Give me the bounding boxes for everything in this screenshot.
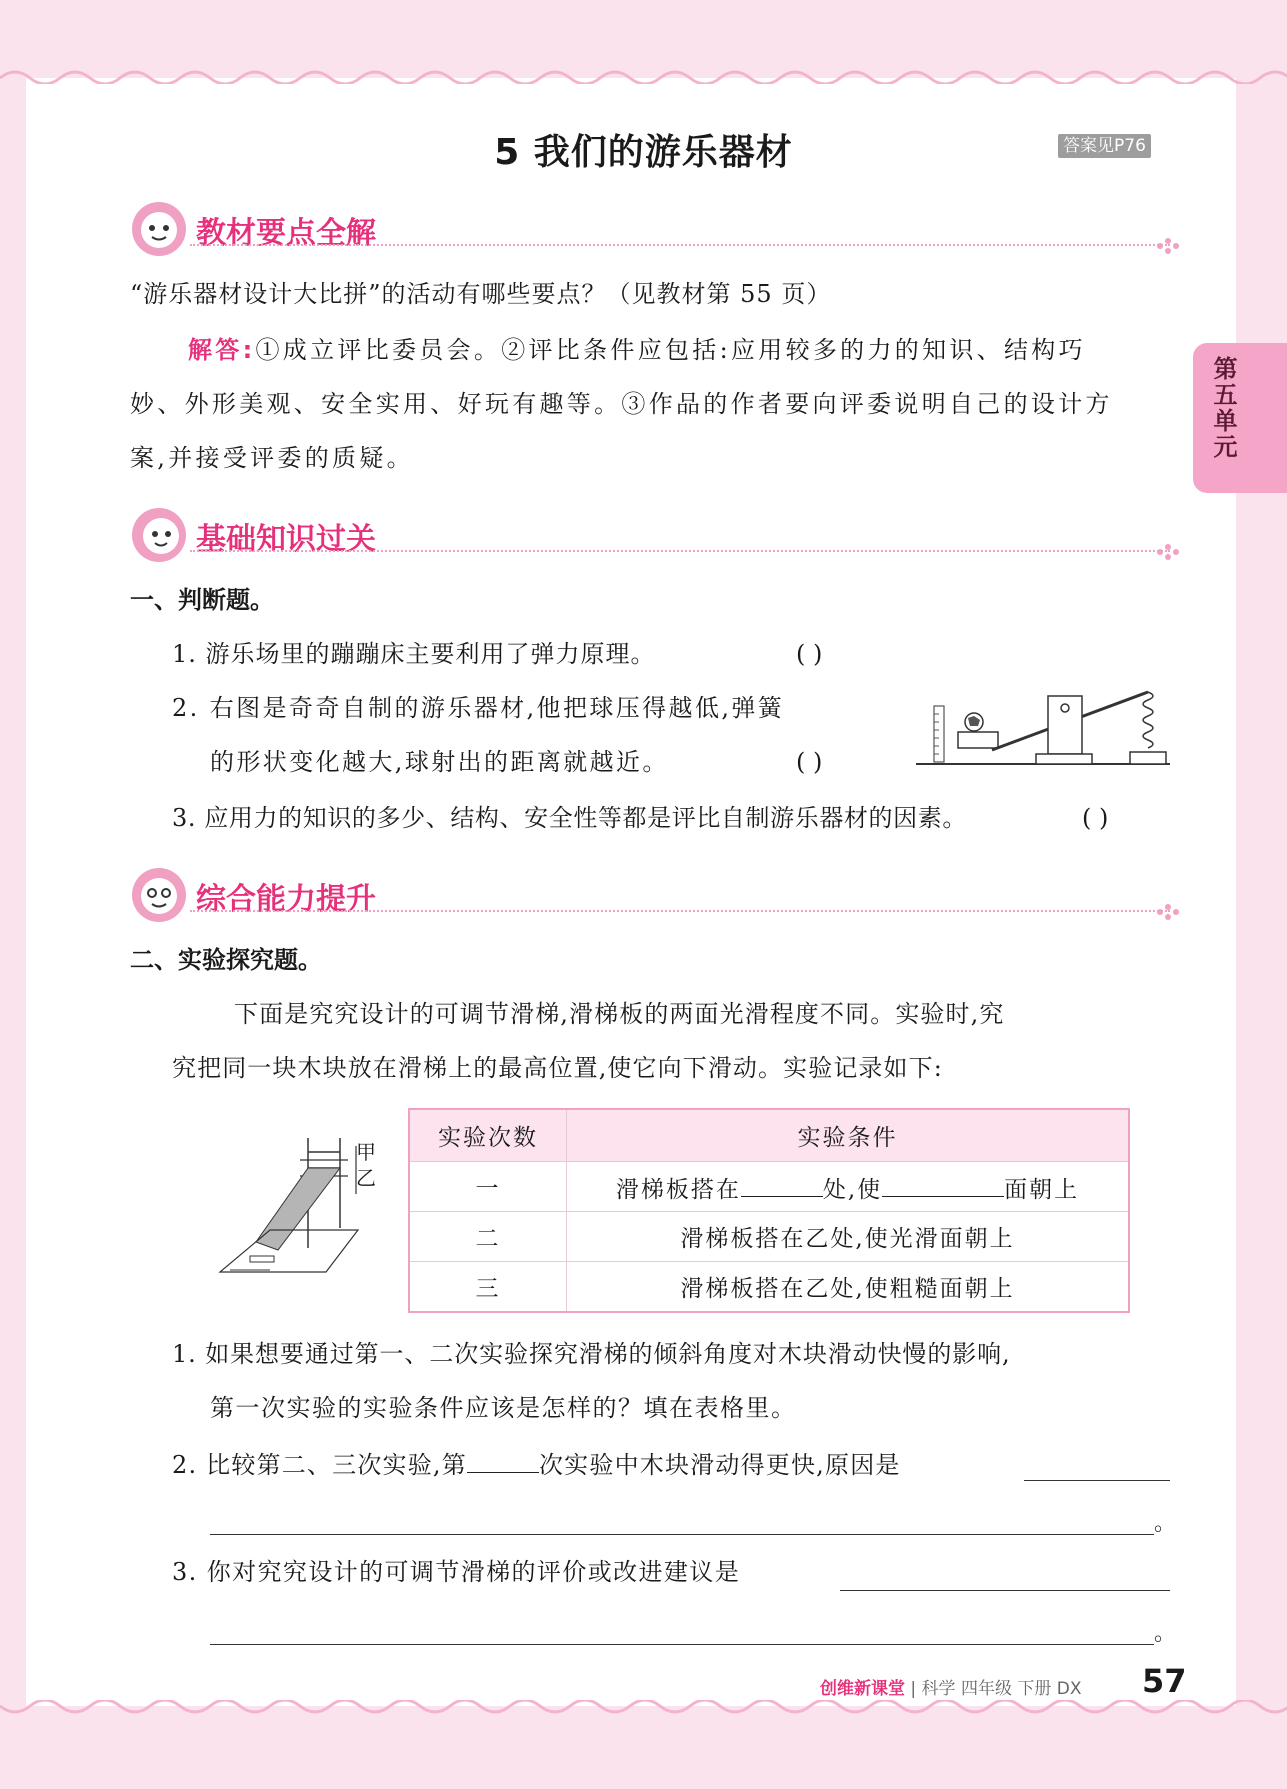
answer-line-reason-2[interactable] bbox=[210, 1534, 1154, 1535]
question-2-text-b: 次实验中木块滑动得更快,原因是 bbox=[538, 1451, 901, 1479]
experiment-question-2 bbox=[172, 1446, 901, 1481]
section-divider bbox=[190, 244, 1170, 246]
blank-trial-field[interactable] bbox=[467, 1446, 539, 1473]
experiment-question-1-line1: 1. 如果想要通过第一、二次实验探究滑梯的倾斜角度对木块滑动快慢的影响, bbox=[172, 1340, 1011, 1368]
experiment-heading: 二、实验探究题。 bbox=[130, 946, 322, 974]
section-header-key-points bbox=[130, 200, 1180, 260]
answer-paren-2[interactable]: ( ) bbox=[796, 748, 823, 776]
section-header-basics bbox=[130, 506, 1180, 566]
decorative-dots-icon bbox=[1156, 236, 1180, 256]
end-mark: 。 bbox=[1154, 1511, 1177, 1536]
condition-text-a: 滑梯板搭在 bbox=[615, 1176, 741, 1203]
section-header-ability bbox=[130, 866, 1180, 926]
unit-side-tab-label: 第五单元 bbox=[1209, 356, 1237, 460]
table-header-cell: 实验条件 bbox=[567, 1109, 1130, 1162]
end-mark: 。 bbox=[1154, 1621, 1177, 1646]
girl-mascot-icon bbox=[130, 506, 188, 564]
judge-question-1: 1. 游乐场里的蹦蹦床主要利用了弹力原理。 bbox=[172, 640, 656, 668]
spring-launcher-figure bbox=[912, 668, 1174, 770]
student-mascot-icon bbox=[130, 200, 188, 258]
answer-paren-1[interactable]: ( ) bbox=[796, 640, 823, 668]
experiment-question-3: 3. 你对究究设计的可调节滑梯的评价或改进建议是 bbox=[172, 1558, 741, 1586]
top-wave-border bbox=[0, 64, 1287, 84]
figure-label-yi: 乙 bbox=[356, 1166, 376, 1190]
section-divider bbox=[190, 910, 1170, 912]
answer-text-1: ①成立评比委员会。②评比条件应包括:应用较多的力的知识、结构巧 bbox=[255, 336, 1086, 364]
judge-question-2-line1: 2. 右图是奇奇自制的游乐器材,他把球压得越低,弹簧 bbox=[172, 694, 785, 722]
answer-line-reason[interactable] bbox=[1024, 1480, 1170, 1481]
trial-condition-cell: 滑梯板搭在乙处,使粗糙面朝上 bbox=[567, 1262, 1130, 1313]
answer-line-suggestion-2[interactable] bbox=[210, 1644, 1154, 1645]
decorative-dots-icon bbox=[1156, 902, 1180, 922]
answer-line-3: 案,并接受评委的质疑。 bbox=[130, 444, 414, 472]
judge-question-3: 3. 应用力的知识的多少、结构、安全性等都是评比自制游乐器材的因素。 bbox=[172, 804, 967, 832]
table-header-row bbox=[409, 1109, 1129, 1162]
trial-number-cell: 二 bbox=[409, 1212, 567, 1262]
section-title: 综合能力提升 bbox=[196, 882, 376, 917]
page-number: 57 bbox=[1142, 1662, 1187, 1700]
brand-name: 创维新课堂 bbox=[820, 1679, 905, 1699]
answer-line-2: 妙、外形美观、安全实用、好玩有趣等。③作品的作者要向评委说明自己的设计方 bbox=[130, 390, 1113, 418]
blank-position-field[interactable] bbox=[741, 1170, 823, 1197]
experiment-question-1-line2: 第一次实验的实验条件应该是怎样的？填在表格里。 bbox=[210, 1394, 797, 1422]
page-footer bbox=[820, 1674, 1082, 1699]
answer-paren-3[interactable]: ( ) bbox=[1082, 804, 1109, 832]
boy-mascot-icon bbox=[130, 866, 188, 924]
key-point-question: “游乐器材设计大比拼”的活动有哪些要点？（见教材第 55 页） bbox=[130, 280, 832, 308]
figure-label-jia: 甲 bbox=[356, 1140, 376, 1164]
trial-number-cell: 一 bbox=[409, 1162, 567, 1212]
blank-surface-field[interactable] bbox=[882, 1170, 1004, 1197]
table-header-cell: 实验次数 bbox=[409, 1109, 567, 1162]
section-title: 教材要点全解 bbox=[196, 216, 376, 251]
experiment-intro-line2: 究把同一块木块放在滑梯上的最高位置,使它向下滑动。实验记录如下: bbox=[172, 1054, 943, 1082]
answer-line-1 bbox=[188, 334, 1086, 366]
section-title: 基础知识过关 bbox=[196, 522, 376, 557]
decorative-dots-icon bbox=[1156, 542, 1180, 562]
book-info: | 科学 四年级 下册 DX bbox=[910, 1679, 1082, 1699]
condition-text-c: 面朝上 bbox=[1004, 1176, 1080, 1203]
answer-reference-badge: 答案见P76 bbox=[1058, 134, 1151, 158]
answer-line-suggestion[interactable] bbox=[840, 1590, 1170, 1591]
trial-condition-cell bbox=[567, 1162, 1130, 1212]
table-row bbox=[409, 1162, 1129, 1212]
section-divider bbox=[190, 550, 1170, 552]
question-2-text-a: 2. 比较第二、三次实验,第 bbox=[172, 1451, 467, 1479]
trial-condition-cell: 滑梯板搭在乙处,使光滑面朝上 bbox=[567, 1212, 1130, 1262]
bottom-wave-border bbox=[0, 1700, 1287, 1720]
judge-heading: 一、判断题。 bbox=[130, 586, 274, 614]
answer-label: 解答: bbox=[188, 336, 256, 364]
table-row bbox=[409, 1212, 1129, 1262]
experiment-record-table bbox=[408, 1108, 1130, 1313]
judge-question-2-line2: 的形状变化越大,球射出的距离就越近。 bbox=[210, 748, 669, 776]
table-row bbox=[409, 1262, 1129, 1313]
lesson-title: 5 我们的游乐器材 bbox=[494, 132, 793, 173]
experiment-intro-line1: 下面是究究设计的可调节滑梯,滑梯板的两面光滑程度不同。实验时,究 bbox=[234, 1000, 1005, 1028]
trial-number-cell: 三 bbox=[409, 1262, 567, 1313]
condition-text-b: 处,使 bbox=[822, 1176, 883, 1203]
